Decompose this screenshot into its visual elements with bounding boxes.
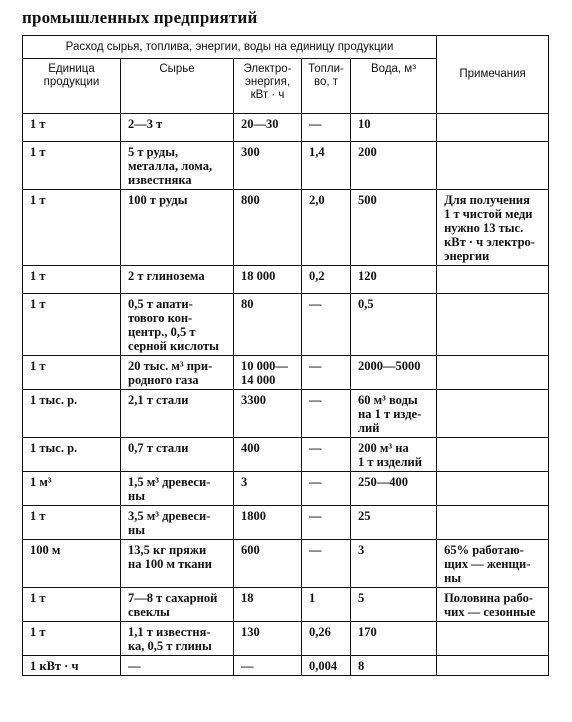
cell-energy: 80: [234, 294, 302, 356]
cell-note: [437, 438, 549, 472]
cell-water: 5: [351, 588, 437, 622]
cell-raw: 5 т руды, металла, лома, известняка: [121, 142, 234, 190]
cell-raw: 0,7 т стали: [121, 438, 234, 472]
cell-raw: 2,1 т стали: [121, 390, 234, 438]
cell-energy: 3300: [234, 390, 302, 438]
cell-raw: 2—3 т: [121, 114, 234, 142]
cell-water: 10: [351, 114, 437, 142]
cell-water: 200: [351, 142, 437, 190]
table-row: [23, 506, 549, 540]
cell-unit: 1 м³: [23, 472, 121, 506]
cell-fuel: 0,004: [302, 656, 351, 676]
column-header-water: Вода, м³: [351, 59, 437, 114]
cell-fuel: 0,2: [302, 266, 351, 294]
cell-energy: 1800: [234, 506, 302, 540]
column-header-energy: Электро- энергия, кВт · ч: [234, 59, 302, 114]
cell-energy: 18 000: [234, 266, 302, 294]
cell-water: 8: [351, 656, 437, 676]
cell-note: Для получения 1 т чистой меди нужно 13 тыс. кВт · ч электро- энергии: [437, 190, 549, 266]
cell-raw: —: [121, 656, 234, 676]
cell-energy: 130: [234, 622, 302, 656]
table-row: [23, 622, 549, 656]
cell-water: 25: [351, 506, 437, 540]
table-row: [23, 472, 549, 506]
cell-unit: 1 т: [23, 294, 121, 356]
column-header-raw: Сырье: [121, 59, 234, 114]
cell-note: Половина рабо- чих — сезонные: [437, 588, 549, 622]
cell-water: 120: [351, 266, 437, 294]
cell-fuel: —: [302, 506, 351, 540]
cell-raw: 3,5 м³ древеси- ны: [121, 506, 234, 540]
cell-water: 2000—5000: [351, 356, 437, 390]
cell-fuel: —: [302, 356, 351, 390]
cell-energy: 10 000— 14 000: [234, 356, 302, 390]
cell-fuel: —: [302, 294, 351, 356]
cell-water: 500: [351, 190, 437, 266]
column-header-unit: Единица продукции: [23, 59, 121, 114]
resource-consumption-table: [22, 35, 549, 676]
cell-unit: 1 кВт · ч: [23, 656, 121, 676]
cell-note: [437, 266, 549, 294]
cell-raw: 1,1 т известня- ка, 0,5 т глины: [121, 622, 234, 656]
cell-note: [437, 390, 549, 438]
cell-unit: 1 т: [23, 506, 121, 540]
cell-note: [437, 506, 549, 540]
cell-unit: 1 тыс. р.: [23, 438, 121, 472]
cell-water: 200 м³ на 1 т изделий: [351, 438, 437, 472]
cell-unit: 1 т: [23, 356, 121, 390]
cell-note: [437, 114, 549, 142]
cell-fuel: —: [302, 114, 351, 142]
cell-note: 65% работаю- щих — женщи- ны: [437, 540, 549, 588]
table-row: [23, 656, 549, 676]
cell-note: [437, 294, 549, 356]
cell-raw: 13,5 кг пряжи на 100 м ткани: [121, 540, 234, 588]
cell-note: [437, 472, 549, 506]
cell-raw: 1,5 м³ древеси- ны: [121, 472, 234, 506]
cell-unit: 1 т: [23, 588, 121, 622]
cell-energy: 800: [234, 190, 302, 266]
table-row: [23, 266, 549, 294]
table-row: [23, 390, 549, 438]
cell-raw: 7—8 т сахарной свеклы: [121, 588, 234, 622]
table-row: [23, 356, 549, 390]
table-row: [23, 540, 549, 588]
cell-water: 250—400: [351, 472, 437, 506]
cell-unit: 1 т: [23, 266, 121, 294]
cell-unit: 1 т: [23, 622, 121, 656]
cell-fuel: —: [302, 540, 351, 588]
cell-energy: —: [234, 656, 302, 676]
cell-energy: 300: [234, 142, 302, 190]
cell-water: 0,5: [351, 294, 437, 356]
table-row: [23, 190, 549, 266]
cell-raw: 20 тыс. м³ при- родного газа: [121, 356, 234, 390]
group-header: Расход сырья, топлива, энергии, воды на единицу продукции: [23, 36, 437, 59]
cell-fuel: 1,4: [302, 142, 351, 190]
cell-note: [437, 656, 549, 676]
cell-fuel: —: [302, 438, 351, 472]
cell-water: 60 м³ воды на 1 т изде- лий: [351, 390, 437, 438]
cell-energy: 400: [234, 438, 302, 472]
column-header-fuel: Топли- во, т: [302, 59, 351, 114]
table-row: [23, 142, 549, 190]
cell-unit: 1 т: [23, 190, 121, 266]
cell-note: [437, 622, 549, 656]
cell-energy: 18: [234, 588, 302, 622]
cell-water: 3: [351, 540, 437, 588]
cell-raw: 0,5 т апати- тового кон- центр., 0,5 т серной кислоты: [121, 294, 234, 356]
cell-note: [437, 356, 549, 390]
cell-fuel: 0,26: [302, 622, 351, 656]
cell-fuel: —: [302, 390, 351, 438]
cell-unit: 100 м: [23, 540, 121, 588]
table-row: [23, 438, 549, 472]
cell-note: [437, 142, 549, 190]
table-row: [23, 588, 549, 622]
cell-unit: 1 тыс. р.: [23, 390, 121, 438]
cell-fuel: 2,0: [302, 190, 351, 266]
cell-energy: 20—30: [234, 114, 302, 142]
cell-fuel: —: [302, 472, 351, 506]
cell-water: 170: [351, 622, 437, 656]
table-row: [23, 114, 549, 142]
cell-unit: 1 т: [23, 114, 121, 142]
cell-unit: 1 т: [23, 142, 121, 190]
page-title: промышленных предприятий: [22, 8, 258, 27]
table-row: [23, 294, 549, 356]
cell-raw: 2 т глинозема: [121, 266, 234, 294]
cell-energy: 3: [234, 472, 302, 506]
cell-raw: 100 т руды: [121, 190, 234, 266]
cell-fuel: 1: [302, 588, 351, 622]
cell-energy: 600: [234, 540, 302, 588]
notes-header: Примечания: [437, 36, 549, 114]
